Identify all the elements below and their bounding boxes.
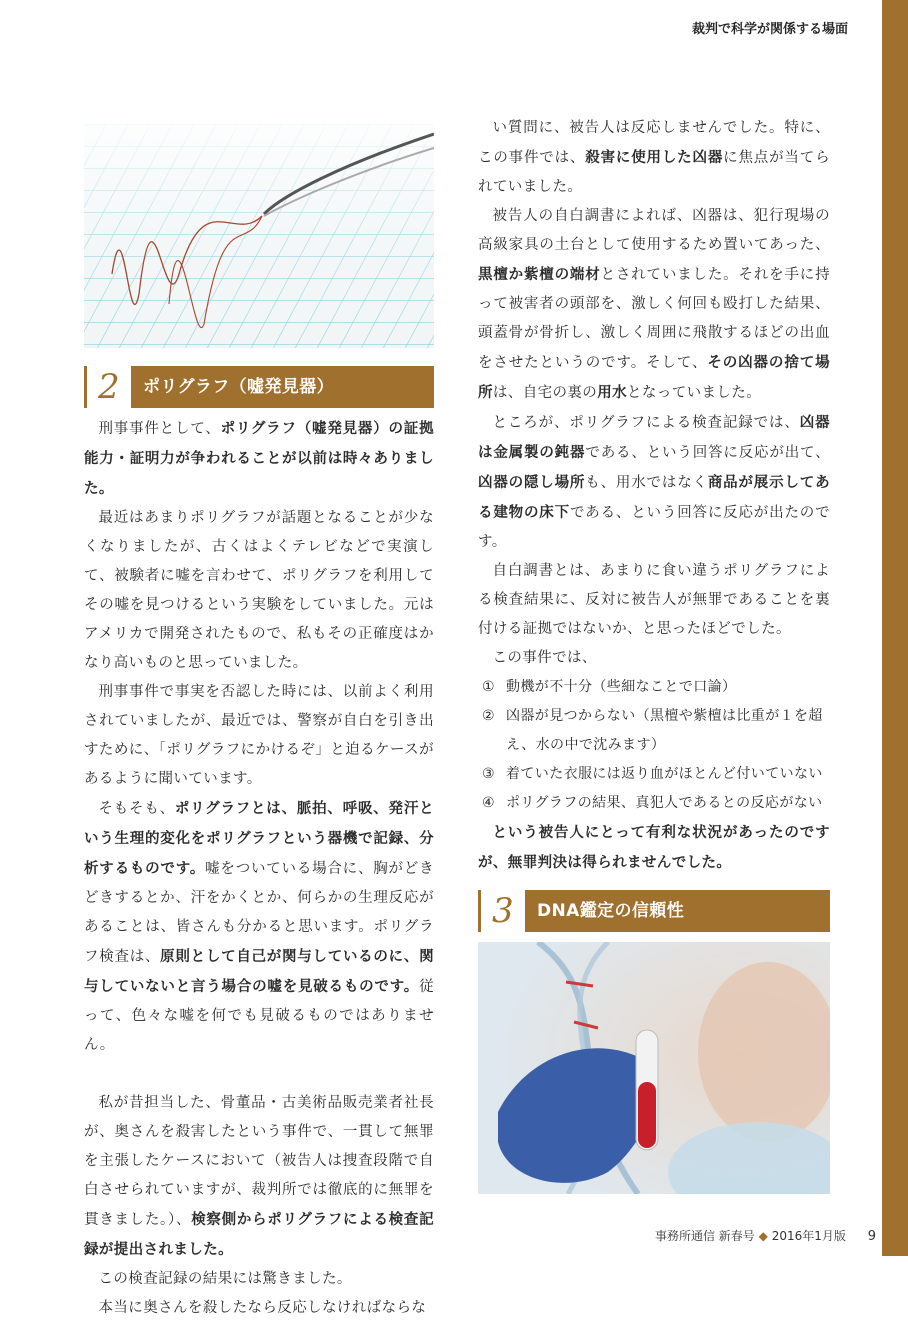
text-run: ポリグラフ（嘘発見器）の証拠能力・証明力が争われることが以前は時々ありました。 [84,420,434,497]
right-body [478,114,830,673]
text-run: 本当に奥さんを殺したなら反応しなければならな [98,1300,427,1316]
footer-publication: 事務所通信 新春号 [654,1229,755,1243]
text-run: 黒檀か紫檀の端材 [478,266,601,283]
text-run: は、自宅の裏の [492,385,598,401]
right-column [478,114,830,1025]
text-run: 従って、色々な嘘を何でも見破るものではありません。 [84,979,434,1053]
condition-number: ① [482,679,495,695]
text-run: ポリグラフとは、脈拍、呼吸、発汗という生理的変化をポリグラフという器機で記録、分析するものです。 [84,800,434,877]
conditions-list [478,673,830,818]
condition-item [478,702,830,760]
diamond-icon: ◆ [758,1229,768,1243]
text-run: ところが、ポリグラフによる検査記録では、 [492,415,800,431]
condition-number: ② [482,708,495,724]
text-run: 商品が展示してある建物の床下 [478,474,830,521]
text-run: 用水 [597,384,628,401]
paragraph [84,1294,434,1323]
page-number: 9 [867,1229,876,1244]
after-list-body [478,818,830,878]
text-run: である、という回答に反応が出たのです。 [478,505,830,550]
text-run: 凶器の隠し場所 [478,474,586,491]
paragraph [84,678,434,794]
paragraph [84,414,434,504]
text-run: に焦点が当てられていました。 [478,150,830,195]
condition-item [478,673,830,702]
polygraph-image [84,124,434,348]
section-2-header [84,366,434,408]
text-run: 嘘をついている場合に、胸がどきどきするとか、汗をかくとか、何らかの生理反応があることは、皆さんも分かると思います。ポリグラフ検査は、 [84,861,435,965]
paragraph [478,644,830,673]
condition-item [478,760,830,789]
paragraph [478,408,830,557]
condition-item [478,789,830,818]
text-run: である、という回答に反応が出て、 [585,445,830,461]
text-run: 原則として自己が関与しているのに、関与していないと言う場合の嘘を見破るものです。 [84,948,435,995]
condition-number: ③ [482,766,495,782]
text-run: 殺害に使用した凶器 [585,149,724,166]
footer-edition: 2016年1月版 [771,1229,846,1243]
condition-text: 動機が不十分（些細なことで口論） [506,679,737,695]
text-run: 刑事事件で事実を否認した時には、以前よく利用されていましたが、最近では、警察が自白を引き出すために、「ポリグラフにかけるぞ」と迫るケースがあるように聞いています。 [84,684,434,787]
text-run: この事件では、 [492,650,597,666]
left-column [84,366,434,1323]
paragraph [84,504,434,678]
dna-lab-image [478,942,830,1194]
text-run: も、用水ではなく [585,475,708,491]
side-accent-bar [882,0,908,1256]
text-run: 最近はあまりポリグラフが話題となることが少なくなりましたが、古くはよくテレビなどで実演して、被験者に嘘を言わせて、ポリグラフを利用してその嘘を見つけるという実験をしていました。元はアメリカで開発されたもので、私もその正確度はかなり高いものと思っていました。 [84,510,434,671]
section-2-number: 2 [84,366,131,408]
paragraph [84,794,434,1060]
section-3-header [478,890,830,932]
paragraph [478,202,830,408]
text-run: 刑事事件として、 [98,421,221,437]
condition-text: ポリグラフの結果、真犯人であるとの反応がない [506,795,823,811]
text-run: 自白調書とは、あまりに食い違うポリグラフによる検査結果に、反対に被告人が無罪であることを裏付ける証拠ではないか、と思ったほどでした。 [478,563,830,637]
page-footer [655,1227,876,1244]
left-body [84,414,434,1323]
text-run: という被告人にとって有利な状況があったのですが、無罪判決は得られませんでした。 [478,824,830,871]
text-run: となっていました。 [627,385,762,401]
condition-number: ④ [482,795,495,811]
text-run: とされていました。それを手に持って被害者の頭部を、激しく何回も殴打した結果、頭蓋骨が骨折し、激しく周囲に飛散するほどの出血をさせたというのです。そして、 [478,267,831,371]
text-run: 被告人の自白調書によれば、凶器は、犯行現場の高級家具の土台として使用するため置いてあった、 [478,208,830,253]
paragraph [84,1265,434,1294]
section-2-title: ポリグラフ（嘘発見器） [143,376,335,397]
running-title: 裁判で科学が関係する場面 [691,22,848,37]
text-run: 凶器は金属製の鈍器 [478,414,830,461]
text-run: 検察側からポリグラフによる検査記録が提出されました。 [84,1211,434,1258]
condition-text: 凶器が見つからない（黒檀や紫檀は比重が１を超え、水の中で沈みます） [506,708,823,753]
text-run: そもそも、 [98,801,175,817]
text-run: その凶器の捨て場所 [478,354,830,401]
paragraph [478,818,830,878]
paragraph [478,114,830,202]
paragraph [478,557,830,644]
section-3-title: DNA鑑定の信頼性 [537,900,685,921]
text-run: 私が昔担当した、骨董品・古美術品販売業者社長が、奥さんを殺害したという事件で、一貫して無罪を主張したケースにおいて（被告人は捜査段階で自白させられていますが、裁判所では徹底的に無罪を貫きました。）、 [84,1095,434,1228]
condition-text: 着ていた衣服には返り血がほとんど付いていない [506,766,823,782]
paragraph [84,1089,434,1265]
section-3-number: 3 [478,890,525,932]
text-run: この検査記録の結果には驚きました。 [98,1271,352,1287]
text-run: い質問に、被告人は反応しませんでした。特に、この事件では、 [478,120,830,166]
